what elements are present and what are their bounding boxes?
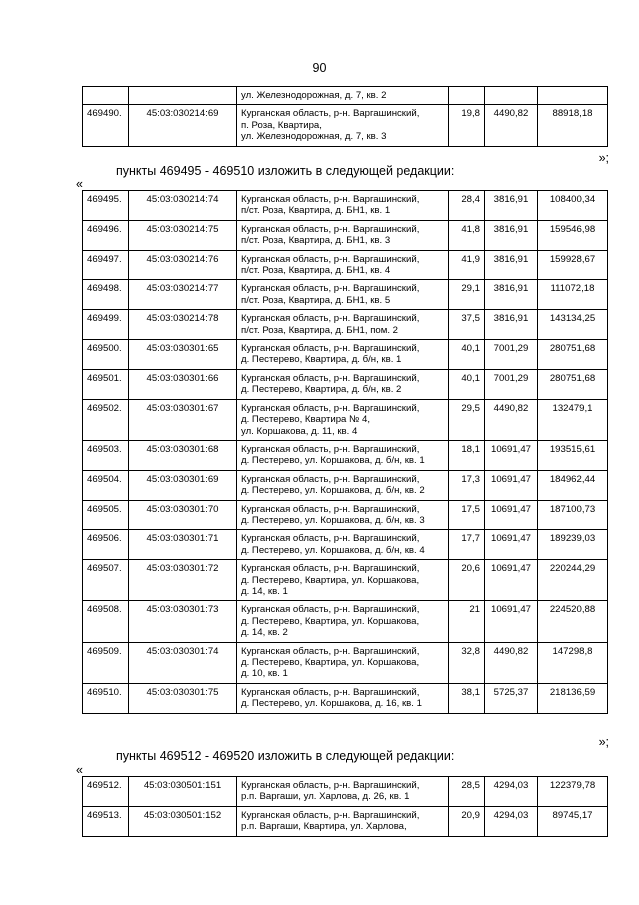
address-line: Курганская область, р-н. Варгашинский, xyxy=(241,443,420,455)
unit-price-cell: 10691,47 xyxy=(485,560,538,601)
table-row xyxy=(83,105,608,146)
address-line: Курганская область, р-н. Варгашинский, xyxy=(241,108,420,120)
unit-price-cell: 5725,37 xyxy=(485,683,538,713)
address-cell xyxy=(237,105,449,146)
item-number-cell: 469510. xyxy=(83,683,129,713)
cadastral-number-cell: 45:03:030301:69 xyxy=(129,470,237,500)
cadastral-number-cell: 45:03:030214:74 xyxy=(129,191,237,221)
item-number-cell: 469497. xyxy=(83,250,129,280)
address-line: д. Пестерево, Квартира, д. б/н, кв. 2 xyxy=(241,384,402,396)
total-value-cell: 108400,34 xyxy=(538,191,608,221)
opening-quote: « xyxy=(76,177,83,191)
table-row xyxy=(83,440,608,470)
item-number-cell: 469509. xyxy=(83,642,129,683)
cadastral-number-cell xyxy=(129,87,237,105)
address-line: Курганская область, р-н. Варгашинский, xyxy=(241,473,420,485)
total-value-cell: 132479,1 xyxy=(538,399,608,440)
address-cell xyxy=(237,250,449,280)
area-cell: 41,9 xyxy=(449,250,485,280)
address-line: д. 14, кв. 1 xyxy=(241,585,288,597)
address-line: п/ст. Роза, Квартира, д. БН1, кв. 1 xyxy=(241,205,391,217)
address-cell xyxy=(237,369,449,399)
area-cell: 38,1 xyxy=(449,683,485,713)
table-row xyxy=(83,87,608,105)
cadastral-number-cell: 45:03:030301:71 xyxy=(129,530,237,560)
total-value-cell: 280751,68 xyxy=(538,369,608,399)
unit-price-cell: 4294,03 xyxy=(485,806,538,836)
unit-price-cell: 7001,29 xyxy=(485,340,538,370)
unit-price-cell: 4294,03 xyxy=(485,777,538,807)
address-line: р.п. Варгаши, Квартира, ул. Харлова, xyxy=(241,821,407,833)
cadastral-number-cell: 45:03:030214:76 xyxy=(129,250,237,280)
address-line: Курганская область, р-н. Варгашинский, xyxy=(241,343,420,355)
total-value-cell: 280751,68 xyxy=(538,340,608,370)
address-line: д. Пестерево, ул. Коршакова, д. б/н, кв. 4 xyxy=(241,544,425,556)
table-row xyxy=(83,470,608,500)
address-cell xyxy=(237,280,449,310)
address-line: Курганская область, р-н. Варгашинский, xyxy=(241,503,420,515)
address-cell xyxy=(237,560,449,601)
area-cell: 17,7 xyxy=(449,530,485,560)
area-cell: 32,8 xyxy=(449,642,485,683)
area-cell: 17,5 xyxy=(449,500,485,530)
amendment-instruction: пункты 469512 - 469520 изложить в следующей редакции: xyxy=(116,749,455,763)
unit-price-cell xyxy=(485,87,538,105)
area-cell: 18,1 xyxy=(449,440,485,470)
cadastral-number-cell: 45:03:030301:65 xyxy=(129,340,237,370)
address-line: р.п. Варгаши, ул. Харлова, д. 26, кв. 1 xyxy=(241,791,410,803)
address-line: п/ст. Роза, Квартира, д. БН1, кв. 3 xyxy=(241,235,391,247)
address-line: Курганская область, р-н. Варгашинский, xyxy=(241,313,420,325)
total-value-cell: 218136,59 xyxy=(538,683,608,713)
area-cell: 37,5 xyxy=(449,310,485,340)
page-number: 90 xyxy=(312,61,327,75)
property-table-continuation xyxy=(82,86,608,147)
address-line: ул. Коршакова, д. 11, кв. 4 xyxy=(241,425,358,437)
table-row xyxy=(83,500,608,530)
area-cell: 21 xyxy=(449,601,485,642)
address-line: д. Пестерево, ул. Коршакова, д. б/н, кв. 3 xyxy=(241,514,425,526)
total-value-cell: 143134,25 xyxy=(538,310,608,340)
address-line: д. Пестерево, Квартира, д. б/н, кв. 1 xyxy=(241,354,402,366)
cadastral-number-cell: 45:03:030301:75 xyxy=(129,683,237,713)
item-number-cell: 469504. xyxy=(83,470,129,500)
address-line: п/ст. Роза, Квартира, д. БН1, кв. 5 xyxy=(241,294,391,306)
address-cell xyxy=(237,399,449,440)
total-value-cell: 122379,78 xyxy=(538,777,608,807)
address-cell xyxy=(237,500,449,530)
address-line: Курганская область, р-н. Варгашинский, xyxy=(241,563,420,575)
item-number-cell: 469503. xyxy=(83,440,129,470)
cadastral-number-cell: 45:03:030301:73 xyxy=(129,601,237,642)
address-cell xyxy=(237,530,449,560)
cadastral-number-cell: 45:03:030301:70 xyxy=(129,500,237,530)
address-line: д. Пестерево, Квартира, ул. Коршакова, xyxy=(241,574,420,586)
address-line: д. Пестерево, Квартира, ул. Коршакова, xyxy=(241,615,420,627)
item-number-cell: 469495. xyxy=(83,191,129,221)
table-row xyxy=(83,220,608,250)
table-row xyxy=(83,683,608,713)
address-line: Курганская область, р-н. Варгашинский, xyxy=(241,283,420,295)
unit-price-cell: 10691,47 xyxy=(485,440,538,470)
total-value-cell: 193515,61 xyxy=(538,440,608,470)
cadastral-number-cell: 45:03:030214:75 xyxy=(129,220,237,250)
area-cell: 17,3 xyxy=(449,470,485,500)
table-row xyxy=(83,777,608,807)
address-line: Курганская область, р-н. Варгашинский, xyxy=(241,645,420,657)
total-value-cell: 88918,18 xyxy=(538,105,608,146)
table-row xyxy=(83,806,608,836)
item-number-cell xyxy=(83,87,129,105)
table-row xyxy=(83,560,608,601)
address-cell xyxy=(237,340,449,370)
address-line: д. Пестерево, Квартира, ул. Коршакова, xyxy=(241,657,420,668)
address-line: д. Пестерево, ул. Коршакова, д. б/н, кв. 1 xyxy=(241,455,425,467)
address-line: Курганская область, р-н. Варгашинский, xyxy=(241,780,420,791)
total-value-cell: 224520,88 xyxy=(538,601,608,642)
item-number-cell: 469506. xyxy=(83,530,129,560)
item-number-cell: 469512. xyxy=(83,777,129,807)
item-number-cell: 469499. xyxy=(83,310,129,340)
total-value-cell: 187100,73 xyxy=(538,500,608,530)
unit-price-cell: 10691,47 xyxy=(485,601,538,642)
address-line: п/ст. Роза, Квартира, д. БН1, кв. 4 xyxy=(241,265,391,277)
address-cell xyxy=(237,440,449,470)
item-number-cell: 469501. xyxy=(83,369,129,399)
total-value-cell xyxy=(538,87,608,105)
item-number-cell: 469508. xyxy=(83,601,129,642)
unit-price-cell: 4490,82 xyxy=(485,642,538,683)
address-cell xyxy=(237,777,449,807)
property-table-main xyxy=(82,190,608,714)
address-cell xyxy=(237,601,449,642)
unit-price-cell: 4490,82 xyxy=(485,105,538,146)
total-value-cell: 220244,29 xyxy=(538,560,608,601)
unit-price-cell: 3816,91 xyxy=(485,310,538,340)
area-cell: 28,5 xyxy=(449,777,485,807)
unit-price-cell: 3816,91 xyxy=(485,220,538,250)
unit-price-cell: 3816,91 xyxy=(485,280,538,310)
area-cell: 20,9 xyxy=(449,806,485,836)
table-row xyxy=(83,280,608,310)
table-row xyxy=(83,399,608,440)
unit-price-cell: 10691,47 xyxy=(485,470,538,500)
cadastral-number-cell: 45:03:030301:66 xyxy=(129,369,237,399)
table-row xyxy=(83,530,608,560)
area-cell: 40,1 xyxy=(449,340,485,370)
cadastral-number-cell: 45:03:030501:151 xyxy=(129,777,237,807)
cadastral-number-cell: 45:03:030301:67 xyxy=(129,399,237,440)
property-table-next xyxy=(82,776,608,837)
address-line: Курганская область, р-н. Варгашинский, xyxy=(241,533,420,545)
cadastral-number-cell: 45:03:030501:152 xyxy=(129,806,237,836)
address-cell xyxy=(237,310,449,340)
address-line: д. Пестерево, Квартира № 4, xyxy=(241,414,370,426)
closing-quote: »; xyxy=(598,735,609,749)
address-line: д. 10, кв. 1 xyxy=(241,668,288,680)
address-cell xyxy=(237,191,449,221)
table-row xyxy=(83,340,608,370)
table-row xyxy=(83,191,608,221)
area-cell: 29,1 xyxy=(449,280,485,310)
address-line: Курганская область, р-н. Варгашинский, xyxy=(241,604,420,616)
address-cell xyxy=(237,87,449,105)
address-line: ул. Железнодорожная, д. 7, кв. 2 xyxy=(241,90,387,101)
closing-quote: »; xyxy=(598,151,609,165)
unit-price-cell: 3816,91 xyxy=(485,250,538,280)
area-cell: 29,5 xyxy=(449,399,485,440)
item-number-cell: 469498. xyxy=(83,280,129,310)
unit-price-cell: 10691,47 xyxy=(485,500,538,530)
address-line: п. Роза, Квартира, xyxy=(241,119,322,131)
cadastral-number-cell: 45:03:030214:78 xyxy=(129,310,237,340)
cadastral-number-cell: 45:03:030214:69 xyxy=(129,105,237,146)
address-line: Курганская область, р-н. Варгашинский, xyxy=(241,372,420,384)
unit-price-cell: 7001,29 xyxy=(485,369,538,399)
cadastral-number-cell: 45:03:030301:74 xyxy=(129,642,237,683)
item-number-cell: 469505. xyxy=(83,500,129,530)
area-cell: 41,8 xyxy=(449,220,485,250)
cadastral-number-cell: 45:03:030214:77 xyxy=(129,280,237,310)
opening-quote: « xyxy=(76,763,83,777)
item-number-cell: 469507. xyxy=(83,560,129,601)
table-row xyxy=(83,250,608,280)
unit-price-cell: 10691,47 xyxy=(485,530,538,560)
table-row xyxy=(83,310,608,340)
address-line: ул. Железнодорожная, д. 7, кв. 3 xyxy=(241,131,387,143)
total-value-cell: 184962,44 xyxy=(538,470,608,500)
address-line: Курганская область, р-н. Варгашинский, xyxy=(241,253,420,265)
address-line: д. Пестерево, ул. Коршакова, д. 16, кв. 1 xyxy=(241,698,422,710)
unit-price-cell: 3816,91 xyxy=(485,191,538,221)
address-cell xyxy=(237,470,449,500)
area-cell: 28,4 xyxy=(449,191,485,221)
address-cell xyxy=(237,683,449,713)
address-line: Курганская область, р-н. Варгашинский, xyxy=(241,402,420,414)
amendment-instruction: пункты 469495 - 469510 изложить в следующей редакции: xyxy=(116,164,455,178)
item-number-cell: 469500. xyxy=(83,340,129,370)
table-row xyxy=(83,642,608,683)
address-cell xyxy=(237,220,449,250)
address-line: Курганская область, р-н. Варгашинский, xyxy=(241,223,420,235)
item-number-cell: 469490. xyxy=(83,105,129,146)
item-number-cell: 469513. xyxy=(83,806,129,836)
total-value-cell: 159928,67 xyxy=(538,250,608,280)
table-row xyxy=(83,369,608,399)
total-value-cell: 89745,17 xyxy=(538,806,608,836)
address-line: д. 14, кв. 2 xyxy=(241,627,288,639)
total-value-cell: 111072,18 xyxy=(538,280,608,310)
cadastral-number-cell: 45:03:030301:68 xyxy=(129,440,237,470)
item-number-cell: 469502. xyxy=(83,399,129,440)
total-value-cell: 189239,03 xyxy=(538,530,608,560)
address-line: Курганская область, р-н. Варгашинский, xyxy=(241,194,420,205)
area-cell: 19,8 xyxy=(449,105,485,146)
area-cell xyxy=(449,87,485,105)
table-row xyxy=(83,601,608,642)
unit-price-cell: 4490,82 xyxy=(485,399,538,440)
area-cell: 40,1 xyxy=(449,369,485,399)
area-cell: 20,6 xyxy=(449,560,485,601)
address-cell xyxy=(237,642,449,683)
item-number-cell: 469496. xyxy=(83,220,129,250)
total-value-cell: 159546,98 xyxy=(538,220,608,250)
address-line: д. Пестерево, ул. Коршакова, д. б/н, кв. 2 xyxy=(241,485,425,497)
cadastral-number-cell: 45:03:030301:72 xyxy=(129,560,237,601)
total-value-cell: 147298,8 xyxy=(538,642,608,683)
address-line: Курганская область, р-н. Варгашинский, xyxy=(241,809,420,821)
address-line: Курганская область, р-н. Варгашинский, xyxy=(241,686,420,698)
address-line: п/ст. Роза, Квартира, д. БН1, пом. 2 xyxy=(241,324,398,336)
address-cell xyxy=(237,806,449,836)
